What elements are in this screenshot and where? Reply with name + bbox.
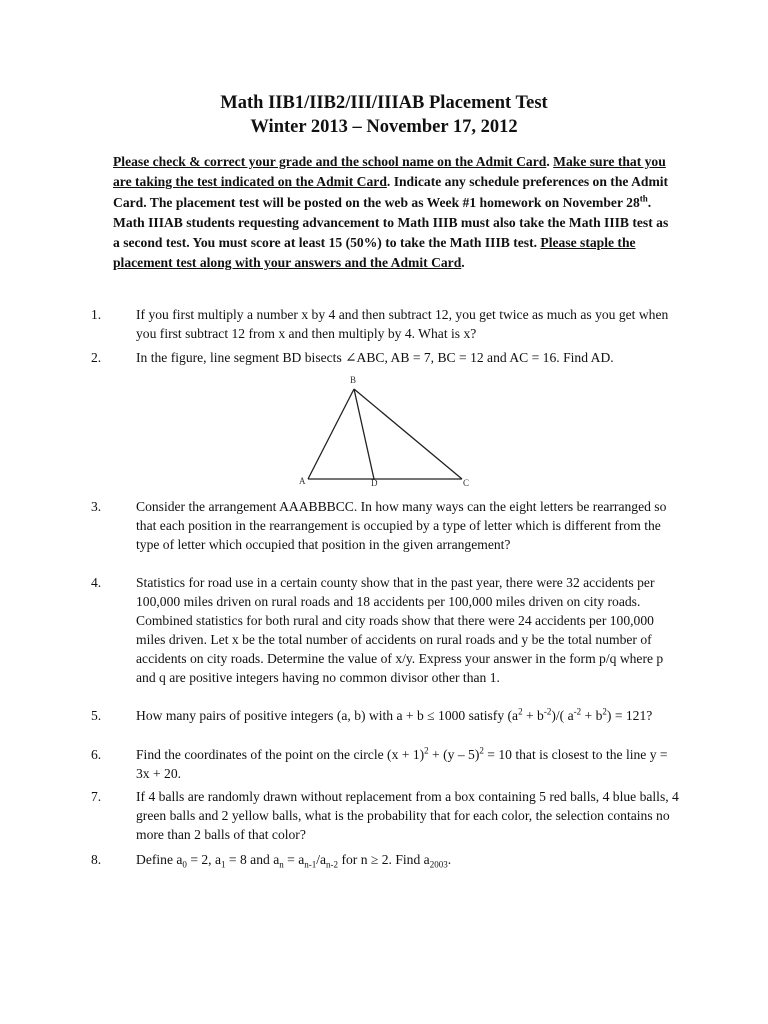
vertex-label-d: D: [371, 478, 378, 488]
question-text: Find the coordinates of the point on the circle $(x + 1)^2 + (y - 5)^2 = 10$ that is closest to the line y = 3x + 20.: [136, 745, 668, 781]
question-number: 2.: [91, 350, 102, 365]
question-number: 6.: [91, 747, 102, 762]
question-text: Consider the arrangement AAABBBCC. In how many ways can the eight letters be rearranged so that each position in the rearrangement is occupied by a type of letter which is different from the type of letter which occupied that position in the given arrangement?: [136, 499, 667, 552]
question-number: 3.: [91, 499, 102, 514]
instruction-underlined: Make sure that you are taking the test indicated on the Admit Card: [113, 154, 666, 190]
instruction-underlined: Please staple the placement test along with your answers and the Admit Card: [113, 235, 636, 271]
side-ab: [308, 389, 354, 479]
question-number: 1.: [91, 307, 102, 322]
triangle-figure: [290, 372, 480, 492]
superscript: th: [639, 193, 648, 204]
instructions: [113, 152, 673, 274]
question-text: How many pairs of positive integers (a, b) with a + b ≤ 1000 satisfy $(a^2 + b^{-2})/$( $a^{-2} + b^2) = 121$?: [136, 706, 653, 723]
page-title: Math IIB1/IIB2/III/IIIAB Placement Test: [220, 93, 548, 113]
question-text: Define $a_0 = 2$, $a_1 = 8$ and $a_n = a_{n-1}/a_{n-2}$ for n ≥ 2. Find $a_{2003}$.: [136, 852, 452, 870]
instruction-text: .: [546, 154, 554, 169]
vertex-label-a: A: [299, 476, 306, 486]
question-text: If 4 balls are randomly drawn without replacement from a box containing 5 red balls, 4 blue balls, 4 green balls and 2 yellow balls, what is the probability that for each color, the selection contains no more than 2 balls of that color?: [136, 789, 679, 842]
question-number: 7.: [91, 789, 102, 804]
question-text: If you first multiply a number x by 4 and then subtract 12, you get twice as much as you get when you first subtract 12 from x and then multiply by 4. What is x?: [136, 307, 669, 341]
instruction-text: .: [461, 255, 465, 271]
question-number: 5.: [91, 708, 102, 723]
question-text: Statistics for road use in a certain county show that in the past year, there were 32 accidents per 100,000 miles driven on rural roads and 18 accidents per 100,000 miles driven on city roads. Combined statistics for both rural and city roads show that there were 24 accidents per 100,000 miles driven. Let x be the total number of accidents on rural roads and y be the total number of accidents on city roads. Determine the value of x/y. Express your answer in the form p/q where p and q are positive integers having no common divisor other than 1.: [136, 575, 664, 685]
instruction-underlined: Please check & correct your grade and the school name on the Admit Card: [113, 154, 547, 169]
vertex-label-b: B: [350, 375, 357, 385]
instruction-text: . Math IIIAB students requesting advancement to Math IIIB must also take the Math IIIB test as a second test. You must score at least 15 (50%) to take the Math IIIB test.: [113, 194, 669, 251]
vertex-label-c: C: [463, 478, 470, 488]
question-number: 8.: [91, 852, 102, 867]
question-text: In the figure, line segment BD bisects ∠ABC, AB = 7, BC = 12 and AC = 16. Find AD.: [136, 350, 614, 365]
page-subtitle: Winter 2013 – November 17, 2012: [250, 117, 518, 137]
side-bc: [354, 389, 462, 479]
question-number: 4.: [91, 575, 102, 590]
instruction-text: . Indicate any schedule preferences on the Admit Card. The placement test will be posted on the web as Week #1 homework on November 28: [113, 174, 669, 210]
